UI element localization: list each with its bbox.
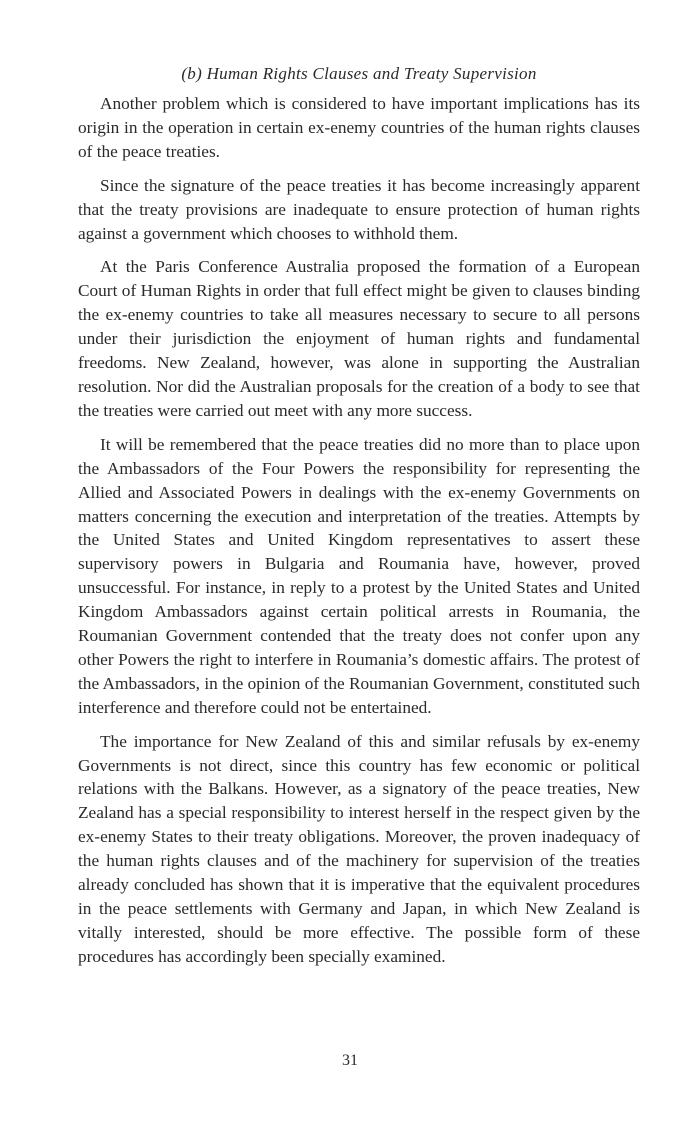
paragraph-3: At the Paris Conference Australia proposed the formation of a European Court of Human Rights in order that full effect might be given to clauses binding the ex-enemy countries to take all measures necessary to secure to all persons under their jurisdiction the enjoyment of human rights and fundamental freedoms. New Zealand, however, was alone in supporting the Australian resolution. Nor did the Australian proposals for the creation of a body to see that the treaties were carried out meet with any more success. xyxy=(78,257,640,420)
paragraph-1: Another problem which is considered to have important implications has its origin in the operation in certain ex-enemy countries of the human rights clauses of the peace treaties. xyxy=(78,94,640,161)
paragraph-5: The importance for New Zealand of this and similar refusals by ex-enemy Governments is not direct, since this country has few economic or political relations with the Balkans. However, as a signatory of the peace treaties, New Zealand has a special responsibility to interest herself in the respect given by the ex-enemy States to their treaty obligations. Moreover, the proven inadequacy of the human rights clauses and of the machinery for supervision of the treaties already concluded has shown that it is imperative that the equivalent procedures in the peace settlements with Germany and Japan, in which New Zealand is vitally interested, should be more effective. The possible form of these procedures has accordingly been specially examined. xyxy=(78,731,640,966)
section-heading: (b) Human Rights Clauses and Treaty Supervision xyxy=(181,64,537,83)
paragraph-4: It will be remembered that the peace treaties did no more than to place upon the Ambassadors of the Four Powers the responsibility for representing the Allied and Associated Powers in dealings with the ex-enemy Governments on matters concerning the execution and interpretation of the treaties. Attempts by the United States and United Kingdom representatives to assert these supervisory powers in Bulgaria and Roumania have, however, proved unsuccessful. For instance, in reply to a protest by the United States and United Kingdom Ambassadors against certain political arrests in Roumania, the Roumanian Government contended that the treaty does not confer upon any other Powers the right to interfere in Roumania’s domestic affairs. The protest of the Ambassadors, in the opinion of the Roumanian Government, constituted such interference and therefore could not be entertained. xyxy=(78,434,640,717)
paragraph-2: Since the signature of the peace treaties it has become increasingly apparent that the treaty provisions are inadequate to ensure protection of human rights against a government which chooses to withhold them. xyxy=(78,175,640,243)
page-number: 31 xyxy=(342,1052,358,1069)
page-body xyxy=(78,62,640,979)
